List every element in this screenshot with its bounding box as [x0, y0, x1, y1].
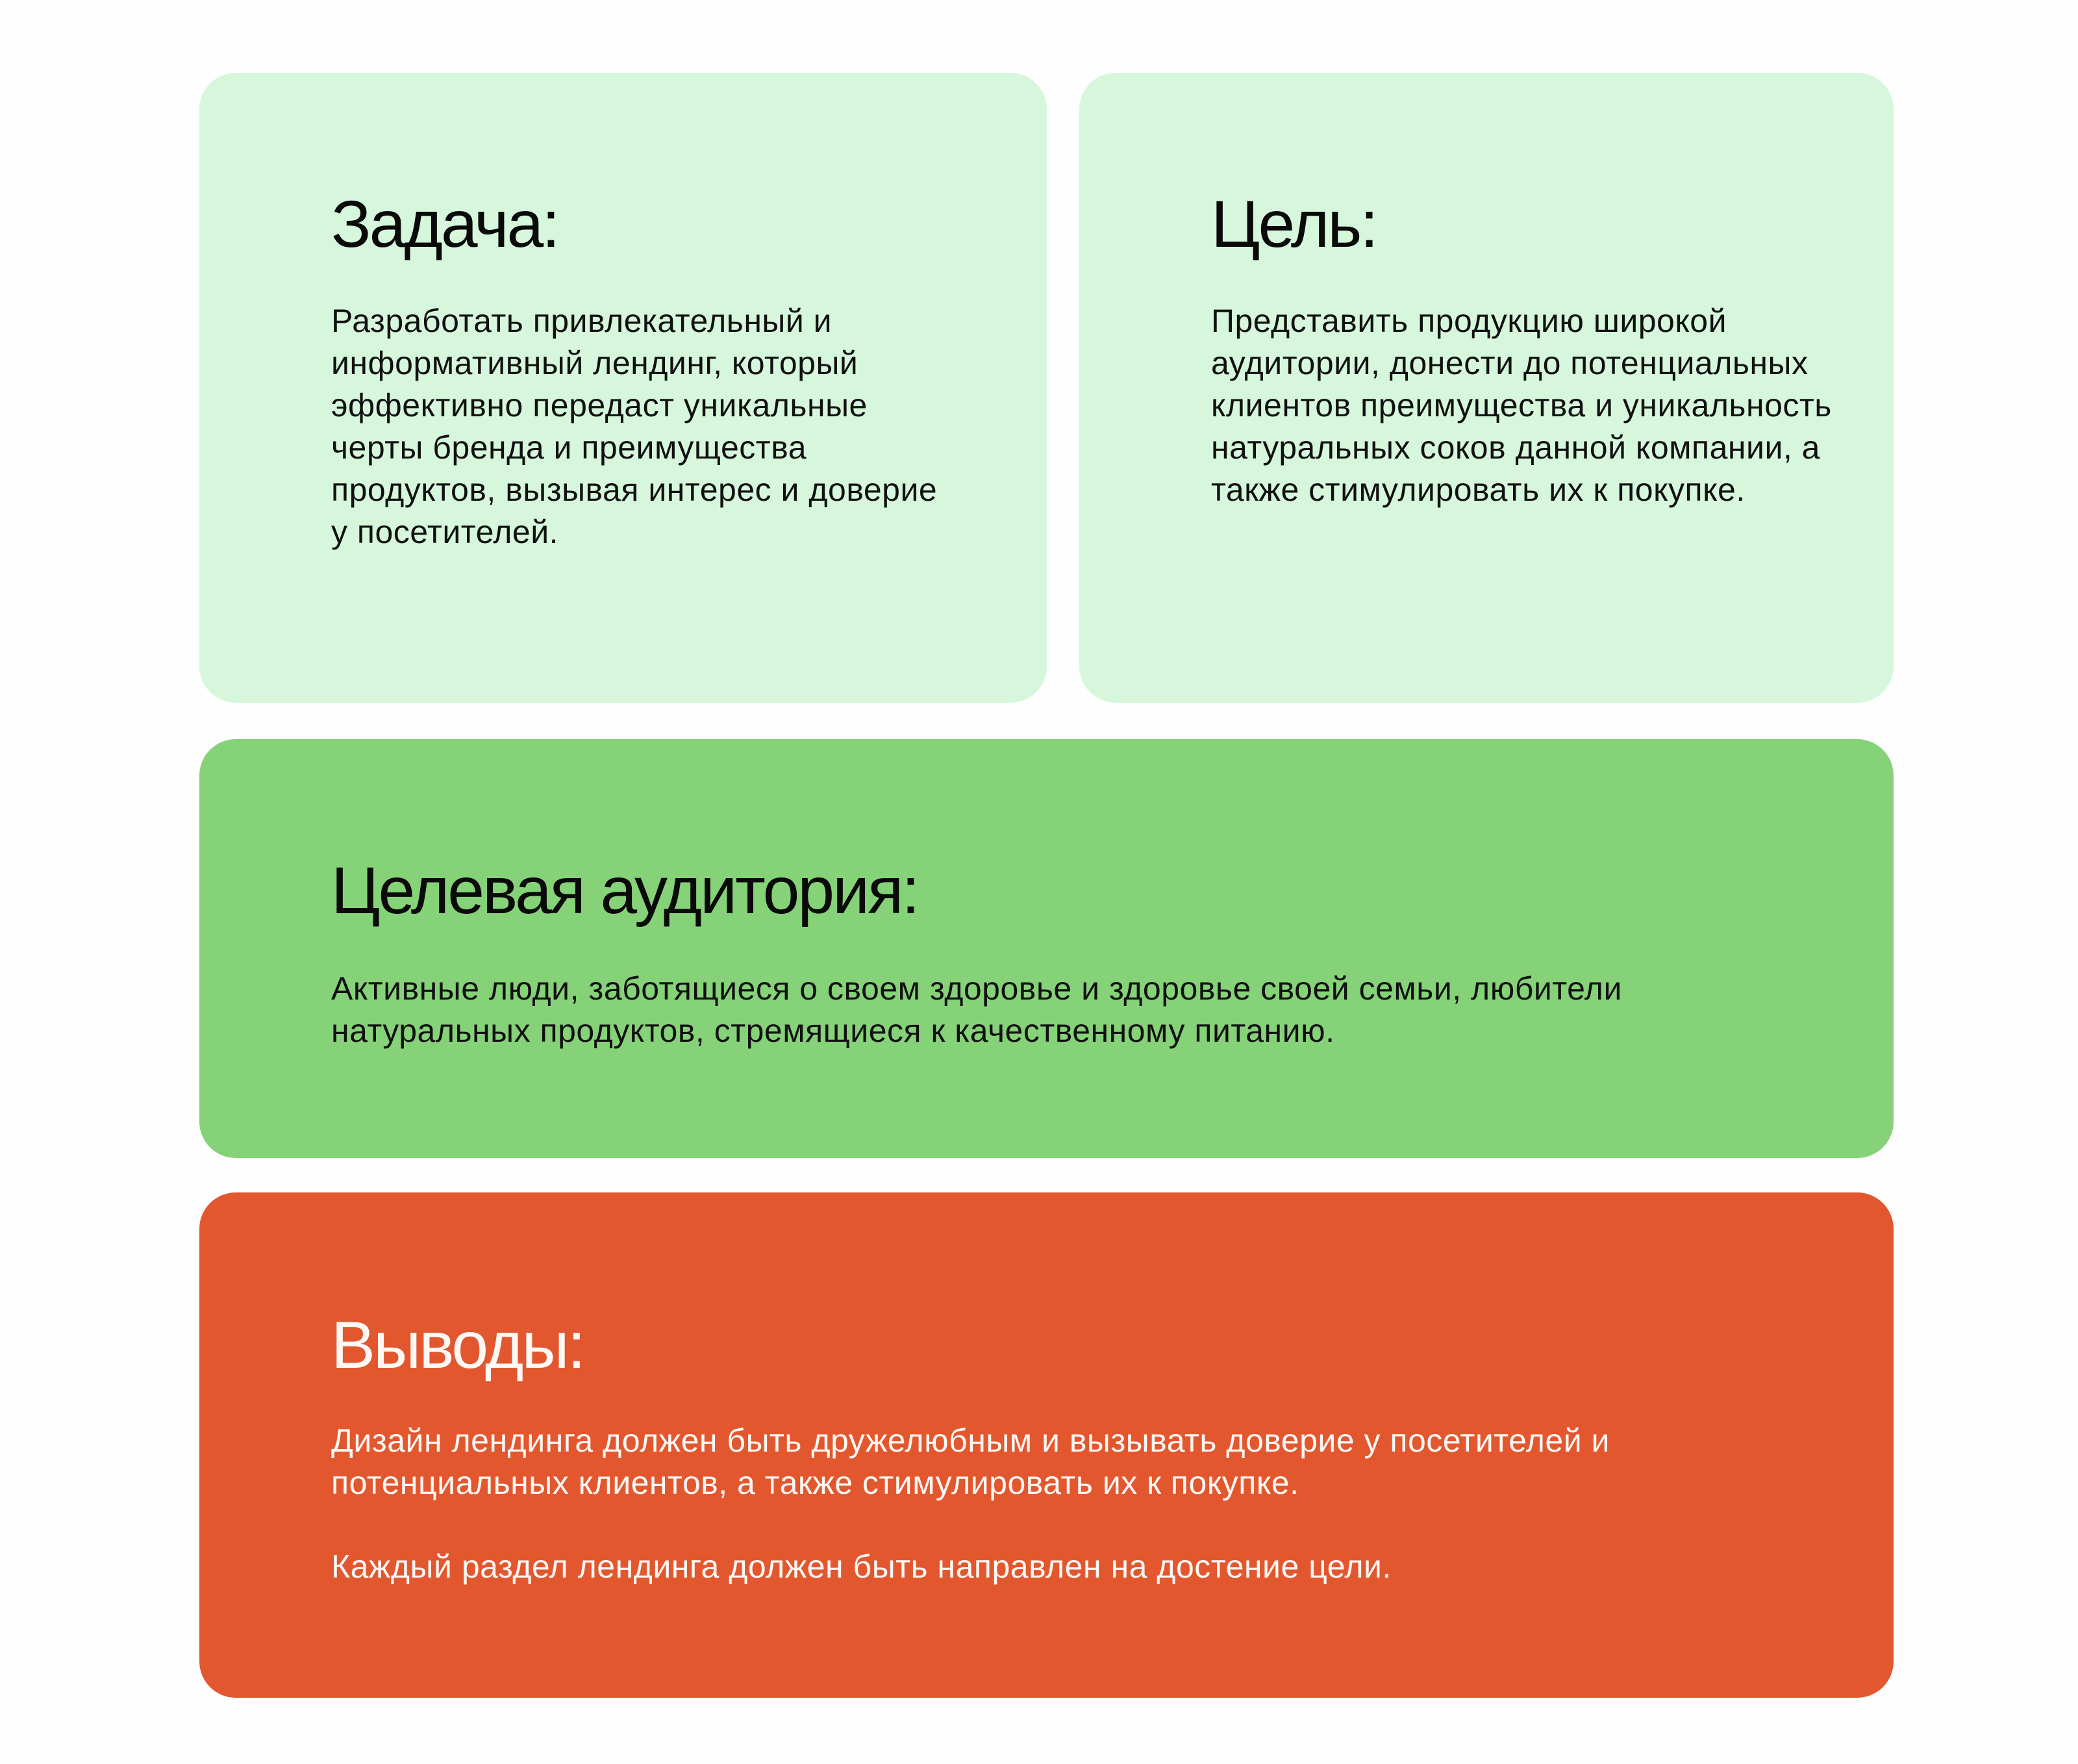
goal-title: Цель: [1211, 187, 1377, 261]
conclusions-title: Выводы: [331, 1308, 584, 1382]
task-card [199, 73, 1047, 703]
goal-card [1079, 73, 1894, 703]
conclusions-paragraph-1: Дизайн лендинга должен быть дружелюбным и вызывать доверие у посетителей и потенциальных клиентов, а также стимулировать их к покупке. [331, 1422, 1610, 1501]
task-text: Разработать привлекательный и информативный лендинг, который эффективно передаст уникальные черты бренда и преимущества продуктов, вызывая интерес и доверие у посетителей. [331, 303, 938, 550]
task-title: Задача: [331, 187, 558, 261]
conclusions-card [199, 1192, 1894, 1698]
goal-text: Представить продукцию широкой аудитории, донести до потенциальных клиентов преимущества и уникальность натуральных соков данной компании, а также стимулировать их к покупке. [1211, 303, 1832, 508]
audience-title: Целевая аудитория: [331, 853, 918, 927]
conclusions-paragraph-2: Каждый раздел лендинга должен быть направлен на достение цели. [331, 1548, 1392, 1585]
audience-text: Активные люди, заботящиеся о своем здоровье и здоровье своей семьи, любители натуральных продуктов, стремящиеся к качественному питанию. [331, 970, 1622, 1049]
audience-card [199, 739, 1894, 1158]
